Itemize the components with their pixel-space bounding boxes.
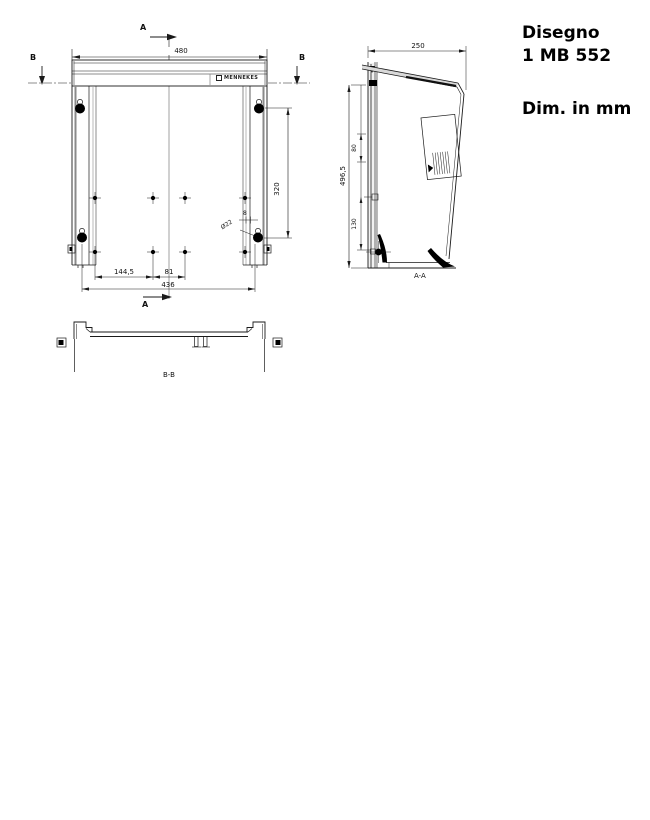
- dim-overall-width: 480: [166, 47, 196, 55]
- brand-logo-icon: [216, 75, 222, 81]
- dim-overall-height: 496,5: [339, 165, 347, 187]
- section-aa-label: A-A: [414, 272, 426, 280]
- dim-keyhole-diameter: Ø22: [219, 218, 234, 232]
- brand-logo-text: MENNEKES: [224, 75, 259, 81]
- dim-lower-offset: 130: [351, 218, 358, 230]
- label-plate: [421, 114, 461, 179]
- section-arrow-a-top-label: A: [140, 23, 147, 32]
- side-view-section-aa: [347, 46, 466, 268]
- dim-hole-spacing-vertical: 320: [273, 182, 281, 196]
- dim-hole-spacing-left: 144,5: [113, 268, 135, 276]
- brand-logo: [216, 75, 258, 81]
- section-arrow-b-left-label: B: [30, 53, 37, 62]
- drawing-title: [522, 22, 611, 68]
- drawing-number: 1 MB 552: [522, 46, 612, 66]
- keyhole-slots: [75, 99, 264, 242]
- dim-slot-width: 8: [243, 210, 247, 217]
- front-view: [28, 34, 310, 300]
- section-bb-label: B-B: [163, 371, 175, 379]
- dimension-note: Dim. in mm: [522, 99, 632, 119]
- drawing-title-line1: Disegno: [522, 23, 600, 43]
- section-arrow-b-right-label: B: [299, 53, 306, 62]
- dim-slot-span-width: 436: [161, 281, 175, 289]
- dim-hole-spacing-center: 81: [164, 268, 174, 276]
- dim-upper-offset: 80: [351, 144, 358, 152]
- section-arrow-a-bottom-label: A: [142, 300, 149, 309]
- section-view-bb: [57, 322, 282, 372]
- dim-depth: 250: [403, 42, 433, 50]
